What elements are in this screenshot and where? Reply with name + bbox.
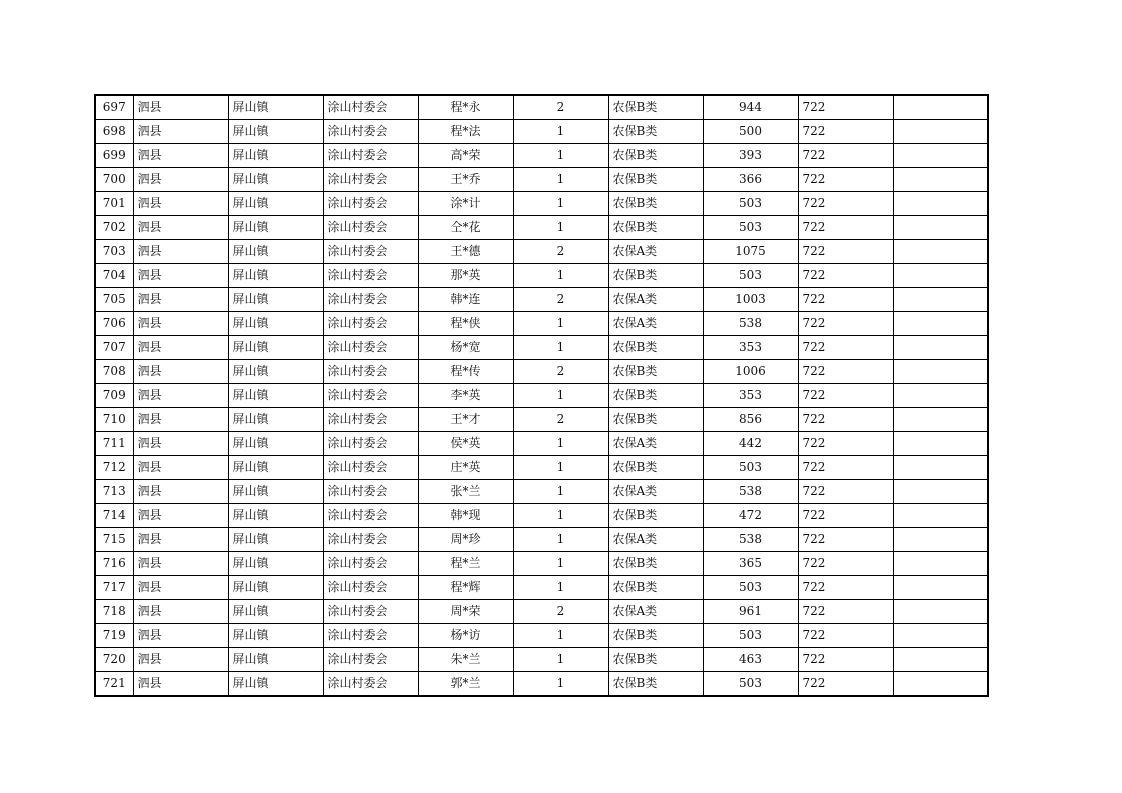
- town-cell: 屏山镇: [228, 384, 323, 408]
- category-cell: 农保B类: [608, 144, 703, 168]
- category-cell: 农保B类: [608, 336, 703, 360]
- count-cell: 1: [513, 480, 608, 504]
- code-cell: 722: [798, 648, 893, 672]
- code-cell: 722: [798, 336, 893, 360]
- amount-cell: 353: [703, 336, 798, 360]
- category-cell: 农保A类: [608, 288, 703, 312]
- count-cell: 1: [513, 312, 608, 336]
- village-committee-cell: 涂山村委会: [323, 432, 418, 456]
- name-cell: 朱*兰: [418, 648, 513, 672]
- town-cell: 屏山镇: [228, 432, 323, 456]
- count-cell: 1: [513, 168, 608, 192]
- county-cell: 泗县: [133, 528, 228, 552]
- village-committee-cell: 涂山村委会: [323, 360, 418, 384]
- town-cell: 屏山镇: [228, 95, 323, 120]
- county-cell: 泗县: [133, 168, 228, 192]
- amount-cell: 538: [703, 528, 798, 552]
- remark-cell: [893, 144, 988, 168]
- remark-cell: [893, 456, 988, 480]
- town-cell: 屏山镇: [228, 264, 323, 288]
- name-cell: 程*侠: [418, 312, 513, 336]
- table-row: [95, 144, 988, 168]
- count-cell: 2: [513, 408, 608, 432]
- name-cell: 那*英: [418, 264, 513, 288]
- amount-cell: 503: [703, 672, 798, 697]
- code-cell: 722: [798, 144, 893, 168]
- category-cell: 农保A类: [608, 528, 703, 552]
- amount-cell: 1075: [703, 240, 798, 264]
- village-committee-cell: 涂山村委会: [323, 528, 418, 552]
- row-number-cell: 704: [95, 264, 133, 288]
- county-cell: 泗县: [133, 288, 228, 312]
- amount-cell: 856: [703, 408, 798, 432]
- remark-cell: [893, 552, 988, 576]
- code-cell: 722: [798, 576, 893, 600]
- amount-cell: 463: [703, 648, 798, 672]
- category-cell: 农保A类: [608, 480, 703, 504]
- village-committee-cell: 涂山村委会: [323, 408, 418, 432]
- count-cell: 1: [513, 528, 608, 552]
- name-cell: 侯*英: [418, 432, 513, 456]
- count-cell: 1: [513, 552, 608, 576]
- amount-cell: 1006: [703, 360, 798, 384]
- row-number-cell: 698: [95, 120, 133, 144]
- table-row: [95, 528, 988, 552]
- category-cell: 农保B类: [608, 384, 703, 408]
- town-cell: 屏山镇: [228, 408, 323, 432]
- amount-cell: 365: [703, 552, 798, 576]
- category-cell: 农保B类: [608, 192, 703, 216]
- county-cell: 泗县: [133, 120, 228, 144]
- village-committee-cell: 涂山村委会: [323, 288, 418, 312]
- remark-cell: [893, 360, 988, 384]
- name-cell: 王*才: [418, 408, 513, 432]
- county-cell: 泗县: [133, 648, 228, 672]
- table-body: [95, 95, 988, 696]
- table-row: [95, 168, 988, 192]
- category-cell: 农保B类: [608, 672, 703, 697]
- table-row: [95, 480, 988, 504]
- town-cell: 屏山镇: [228, 672, 323, 697]
- category-cell: 农保A类: [608, 240, 703, 264]
- name-cell: 程*传: [418, 360, 513, 384]
- amount-cell: 503: [703, 192, 798, 216]
- village-committee-cell: 涂山村委会: [323, 480, 418, 504]
- category-cell: 农保B类: [608, 168, 703, 192]
- county-cell: 泗县: [133, 456, 228, 480]
- county-cell: 泗县: [133, 600, 228, 624]
- county-cell: 泗县: [133, 192, 228, 216]
- category-cell: 农保B类: [608, 360, 703, 384]
- code-cell: 722: [798, 168, 893, 192]
- row-number-cell: 703: [95, 240, 133, 264]
- count-cell: 1: [513, 432, 608, 456]
- category-cell: 农保A类: [608, 600, 703, 624]
- row-number-cell: 712: [95, 456, 133, 480]
- name-cell: 王*乔: [418, 168, 513, 192]
- remark-cell: [893, 648, 988, 672]
- category-cell: 农保B类: [608, 624, 703, 648]
- county-cell: 泗县: [133, 576, 228, 600]
- category-cell: 农保B类: [608, 648, 703, 672]
- name-cell: 仝*花: [418, 216, 513, 240]
- village-committee-cell: 涂山村委会: [323, 95, 418, 120]
- category-cell: 农保B类: [608, 216, 703, 240]
- village-committee-cell: 涂山村委会: [323, 624, 418, 648]
- town-cell: 屏山镇: [228, 456, 323, 480]
- code-cell: 722: [798, 552, 893, 576]
- village-committee-cell: 涂山村委会: [323, 504, 418, 528]
- table-row: [95, 120, 988, 144]
- row-number-cell: 709: [95, 384, 133, 408]
- category-cell: 农保B类: [608, 120, 703, 144]
- village-committee-cell: 涂山村委会: [323, 120, 418, 144]
- amount-cell: 503: [703, 624, 798, 648]
- county-cell: 泗县: [133, 384, 228, 408]
- table-row: [95, 336, 988, 360]
- table-row: [95, 312, 988, 336]
- count-cell: 1: [513, 336, 608, 360]
- name-cell: 王*德: [418, 240, 513, 264]
- village-committee-cell: 涂山村委会: [323, 264, 418, 288]
- code-cell: 722: [798, 240, 893, 264]
- count-cell: 2: [513, 360, 608, 384]
- amount-cell: 393: [703, 144, 798, 168]
- table-row: [95, 264, 988, 288]
- row-number-cell: 721: [95, 672, 133, 697]
- county-cell: 泗县: [133, 480, 228, 504]
- remark-cell: [893, 672, 988, 697]
- category-cell: 农保B类: [608, 552, 703, 576]
- data-table: [94, 94, 989, 697]
- village-committee-cell: 涂山村委会: [323, 576, 418, 600]
- town-cell: 屏山镇: [228, 192, 323, 216]
- town-cell: 屏山镇: [228, 576, 323, 600]
- code-cell: 722: [798, 480, 893, 504]
- name-cell: 程*兰: [418, 552, 513, 576]
- category-cell: 农保B类: [608, 408, 703, 432]
- town-cell: 屏山镇: [228, 120, 323, 144]
- category-cell: 农保B类: [608, 456, 703, 480]
- town-cell: 屏山镇: [228, 240, 323, 264]
- count-cell: 1: [513, 120, 608, 144]
- remark-cell: [893, 408, 988, 432]
- row-number-cell: 718: [95, 600, 133, 624]
- town-cell: 屏山镇: [228, 336, 323, 360]
- code-cell: 722: [798, 288, 893, 312]
- remark-cell: [893, 336, 988, 360]
- county-cell: 泗县: [133, 360, 228, 384]
- amount-cell: 500: [703, 120, 798, 144]
- remark-cell: [893, 624, 988, 648]
- count-cell: 1: [513, 144, 608, 168]
- count-cell: 2: [513, 288, 608, 312]
- remark-cell: [893, 384, 988, 408]
- code-cell: 722: [798, 384, 893, 408]
- name-cell: 周*荣: [418, 600, 513, 624]
- table-row: [95, 408, 988, 432]
- remark-cell: [893, 216, 988, 240]
- remark-cell: [893, 600, 988, 624]
- table-row: [95, 456, 988, 480]
- village-committee-cell: 涂山村委会: [323, 240, 418, 264]
- table-row: [95, 504, 988, 528]
- row-number-cell: 707: [95, 336, 133, 360]
- count-cell: 1: [513, 672, 608, 697]
- table-row: [95, 600, 988, 624]
- county-cell: 泗县: [133, 216, 228, 240]
- amount-cell: 944: [703, 95, 798, 120]
- village-committee-cell: 涂山村委会: [323, 336, 418, 360]
- table-row: [95, 288, 988, 312]
- amount-cell: 503: [703, 216, 798, 240]
- code-cell: 722: [798, 120, 893, 144]
- table-row: [95, 384, 988, 408]
- town-cell: 屏山镇: [228, 288, 323, 312]
- code-cell: 722: [798, 95, 893, 120]
- code-cell: 722: [798, 216, 893, 240]
- name-cell: 杨*宽: [418, 336, 513, 360]
- county-cell: 泗县: [133, 95, 228, 120]
- table-row: [95, 648, 988, 672]
- county-cell: 泗县: [133, 240, 228, 264]
- town-cell: 屏山镇: [228, 600, 323, 624]
- count-cell: 1: [513, 504, 608, 528]
- category-cell: 农保B类: [608, 576, 703, 600]
- code-cell: 722: [798, 672, 893, 697]
- village-committee-cell: 涂山村委会: [323, 648, 418, 672]
- code-cell: 722: [798, 456, 893, 480]
- remark-cell: [893, 95, 988, 120]
- table-row: [95, 624, 988, 648]
- village-committee-cell: 涂山村委会: [323, 384, 418, 408]
- row-number-cell: 702: [95, 216, 133, 240]
- code-cell: 722: [798, 600, 893, 624]
- county-cell: 泗县: [133, 552, 228, 576]
- code-cell: 722: [798, 312, 893, 336]
- name-cell: 高*荣: [418, 144, 513, 168]
- amount-cell: 366: [703, 168, 798, 192]
- remark-cell: [893, 264, 988, 288]
- village-committee-cell: 涂山村委会: [323, 216, 418, 240]
- name-cell: 张*兰: [418, 480, 513, 504]
- table-row: [95, 95, 988, 120]
- count-cell: 1: [513, 384, 608, 408]
- count-cell: 2: [513, 600, 608, 624]
- name-cell: 韩*现: [418, 504, 513, 528]
- remark-cell: [893, 312, 988, 336]
- town-cell: 屏山镇: [228, 624, 323, 648]
- table-row: [95, 552, 988, 576]
- village-committee-cell: 涂山村委会: [323, 192, 418, 216]
- amount-cell: 538: [703, 480, 798, 504]
- code-cell: 722: [798, 432, 893, 456]
- count-cell: 1: [513, 216, 608, 240]
- town-cell: 屏山镇: [228, 144, 323, 168]
- count-cell: 1: [513, 576, 608, 600]
- amount-cell: 538: [703, 312, 798, 336]
- county-cell: 泗县: [133, 312, 228, 336]
- town-cell: 屏山镇: [228, 216, 323, 240]
- code-cell: 722: [798, 528, 893, 552]
- amount-cell: 472: [703, 504, 798, 528]
- village-committee-cell: 涂山村委会: [323, 552, 418, 576]
- row-number-cell: 714: [95, 504, 133, 528]
- name-cell: 庄*英: [418, 456, 513, 480]
- village-committee-cell: 涂山村委会: [323, 600, 418, 624]
- name-cell: 杨*访: [418, 624, 513, 648]
- count-cell: 1: [513, 624, 608, 648]
- county-cell: 泗县: [133, 264, 228, 288]
- category-cell: 农保A类: [608, 312, 703, 336]
- row-number-cell: 708: [95, 360, 133, 384]
- row-number-cell: 713: [95, 480, 133, 504]
- row-number-cell: 710: [95, 408, 133, 432]
- village-committee-cell: 涂山村委会: [323, 456, 418, 480]
- count-cell: 1: [513, 192, 608, 216]
- category-cell: 农保B类: [608, 264, 703, 288]
- village-committee-cell: 涂山村委会: [323, 168, 418, 192]
- county-cell: 泗县: [133, 672, 228, 697]
- count-cell: 1: [513, 456, 608, 480]
- amount-cell: 503: [703, 576, 798, 600]
- row-number-cell: 700: [95, 168, 133, 192]
- row-number-cell: 701: [95, 192, 133, 216]
- amount-cell: 961: [703, 600, 798, 624]
- code-cell: 722: [798, 408, 893, 432]
- count-cell: 1: [513, 264, 608, 288]
- table-row: [95, 576, 988, 600]
- remark-cell: [893, 432, 988, 456]
- code-cell: 722: [798, 192, 893, 216]
- village-committee-cell: 涂山村委会: [323, 144, 418, 168]
- amount-cell: 1003: [703, 288, 798, 312]
- count-cell: 2: [513, 240, 608, 264]
- count-cell: 2: [513, 95, 608, 120]
- name-cell: 涂*计: [418, 192, 513, 216]
- amount-cell: 503: [703, 264, 798, 288]
- remark-cell: [893, 480, 988, 504]
- county-cell: 泗县: [133, 408, 228, 432]
- row-number-cell: 716: [95, 552, 133, 576]
- remark-cell: [893, 120, 988, 144]
- remark-cell: [893, 240, 988, 264]
- row-number-cell: 705: [95, 288, 133, 312]
- table-row: [95, 192, 988, 216]
- county-cell: 泗县: [133, 624, 228, 648]
- amount-cell: 503: [703, 456, 798, 480]
- category-cell: 农保A类: [608, 432, 703, 456]
- remark-cell: [893, 576, 988, 600]
- town-cell: 屏山镇: [228, 480, 323, 504]
- town-cell: 屏山镇: [228, 552, 323, 576]
- row-number-cell: 706: [95, 312, 133, 336]
- county-cell: 泗县: [133, 336, 228, 360]
- category-cell: 农保B类: [608, 504, 703, 528]
- remark-cell: [893, 288, 988, 312]
- row-number-cell: 719: [95, 624, 133, 648]
- table-row: [95, 240, 988, 264]
- town-cell: 屏山镇: [228, 648, 323, 672]
- table-row: [95, 432, 988, 456]
- code-cell: 722: [798, 264, 893, 288]
- name-cell: 程*法: [418, 120, 513, 144]
- row-number-cell: 717: [95, 576, 133, 600]
- row-number-cell: 697: [95, 95, 133, 120]
- code-cell: 722: [798, 360, 893, 384]
- county-cell: 泗县: [133, 504, 228, 528]
- remark-cell: [893, 504, 988, 528]
- village-committee-cell: 涂山村委会: [323, 672, 418, 697]
- name-cell: 周*珍: [418, 528, 513, 552]
- county-cell: 泗县: [133, 144, 228, 168]
- row-number-cell: 720: [95, 648, 133, 672]
- name-cell: 程*永: [418, 95, 513, 120]
- town-cell: 屏山镇: [228, 504, 323, 528]
- name-cell: 郭*兰: [418, 672, 513, 697]
- category-cell: 农保B类: [608, 95, 703, 120]
- row-number-cell: 699: [95, 144, 133, 168]
- name-cell: 韩*连: [418, 288, 513, 312]
- count-cell: 1: [513, 648, 608, 672]
- code-cell: 722: [798, 504, 893, 528]
- remark-cell: [893, 528, 988, 552]
- town-cell: 屏山镇: [228, 528, 323, 552]
- row-number-cell: 715: [95, 528, 133, 552]
- code-cell: 722: [798, 624, 893, 648]
- amount-cell: 353: [703, 384, 798, 408]
- remark-cell: [893, 192, 988, 216]
- row-number-cell: 711: [95, 432, 133, 456]
- town-cell: 屏山镇: [228, 312, 323, 336]
- county-cell: 泗县: [133, 432, 228, 456]
- name-cell: 程*辉: [418, 576, 513, 600]
- name-cell: 李*英: [418, 384, 513, 408]
- town-cell: 屏山镇: [228, 168, 323, 192]
- village-committee-cell: 涂山村委会: [323, 312, 418, 336]
- town-cell: 屏山镇: [228, 360, 323, 384]
- amount-cell: 442: [703, 432, 798, 456]
- table-row: [95, 360, 988, 384]
- table-row: [95, 216, 988, 240]
- remark-cell: [893, 168, 988, 192]
- table-row: [95, 672, 988, 697]
